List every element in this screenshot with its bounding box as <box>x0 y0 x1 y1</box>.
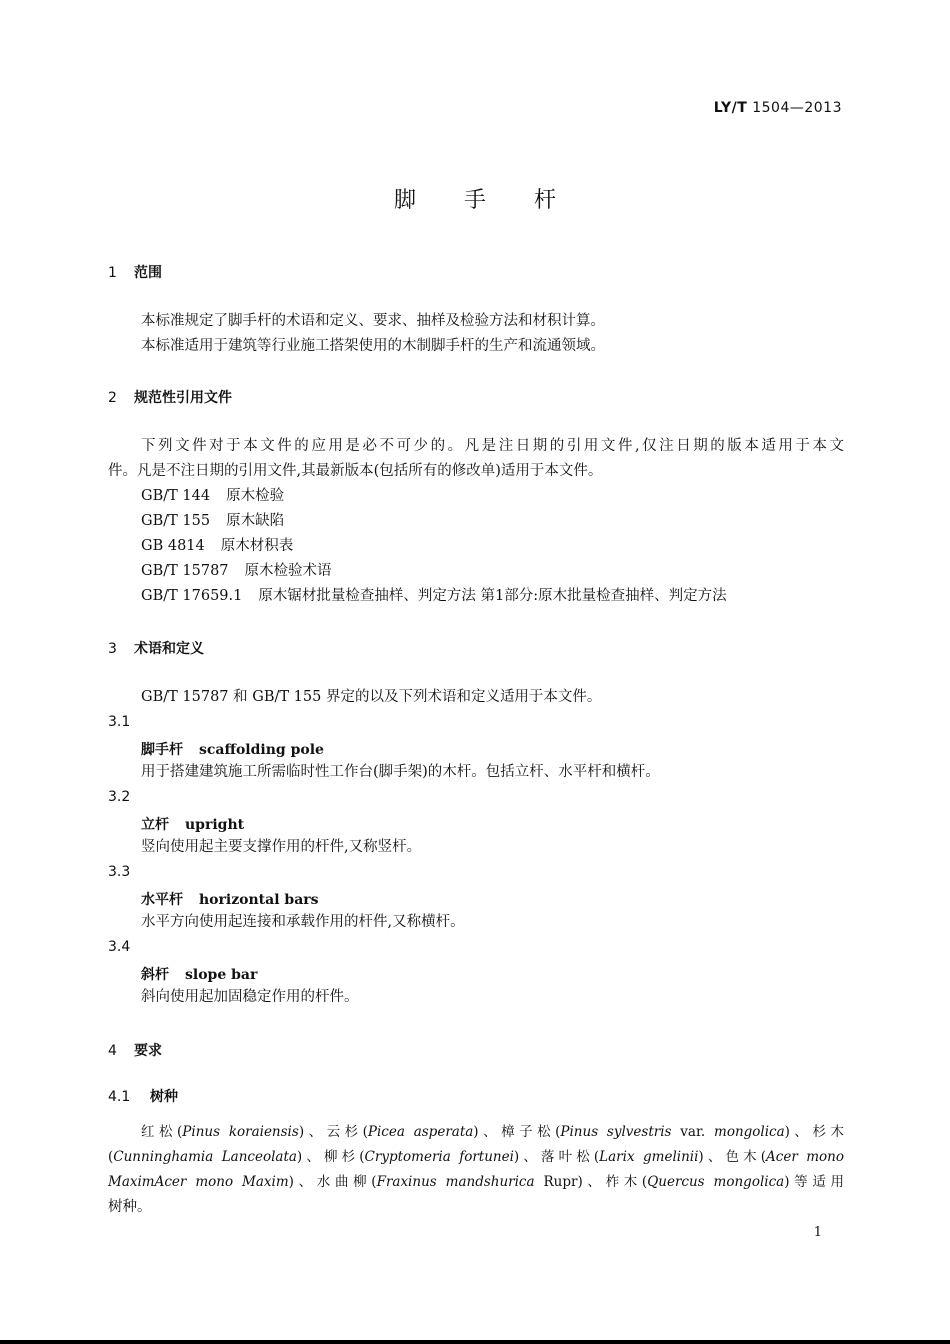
species-paragraph: MaximAcer mono Maxim)、水曲柳(Fraxinus mandshurica Rupr)、柞木(Quercus mongolica)等适用 <box>108 1174 844 1190</box>
section-2-heading: 2 规范性引用文件 <box>108 390 232 406</box>
reference-item: GB/T 155 原木缺陷 <box>141 513 285 529</box>
term-number: 3.1 <box>108 714 131 730</box>
term-definition: 用于搭建建筑施工所需临时性工作台(脚手架)的木杆。包括立杆、水平杆和横杆。 <box>141 764 660 780</box>
term-definition: 水平方向使用起连接和承载作用的杆件,又称横杆。 <box>141 914 465 930</box>
section-4-heading: 4 要求 <box>108 1043 162 1059</box>
reference-item: GB/T 17659.1 原木锯材批量检查抽样、判定方法 第1部分:原木批量检查抽样、判定方法 <box>141 588 727 604</box>
term-number: 3.4 <box>108 939 131 955</box>
page-bottom-border <box>0 1340 950 1344</box>
page-number: 1 <box>813 1225 822 1240</box>
subsection-4-1-heading: 4.1 树种 <box>108 1089 178 1105</box>
reference-item: GB/T 144 原木检验 <box>141 488 285 504</box>
species-paragraph: 树种。 <box>108 1199 152 1215</box>
term-heading: 水平杆 horizontal bars <box>141 892 319 908</box>
species-paragraph: 红松(Pinus koraiensis)、云杉(Picea asperata)、樟子松(Pinus sylvestris var. mongolica)、杉木 <box>141 1124 844 1140</box>
section-3-intro: GB/T 15787 和 GB/T 155 界定的以及下列术语和定义适用于本文件。 <box>141 689 602 705</box>
section-2-intro: 件。凡是不注日期的引用文件,其最新版本(包括所有的修改单)适用于本文件。 <box>108 463 603 479</box>
section-2-intro: 下列文件对于本文件的应用是必不可少的。凡是注日期的引用文件,仅注日期的版本适用于本文 <box>141 438 844 454</box>
term-number: 3.2 <box>108 789 131 805</box>
reference-item: GB/T 15787 原木检验术语 <box>141 563 332 579</box>
term-heading: 立杆 upright <box>141 817 245 833</box>
standard-code-number: 1504—2013 <box>752 100 842 116</box>
section-1-paragraph: 本标准规定了脚手杆的术语和定义、要求、抽样及检验方法和材积计算。 <box>141 313 605 329</box>
species-paragraph: (Cunninghamia Lanceolata)、柳杉(Cryptomeria fortunei)、落叶松(Larix gmelinii)、色木(Acer mono <box>108 1149 844 1165</box>
term-heading: 斜杆 slope bar <box>141 967 258 983</box>
term-number: 3.3 <box>108 864 131 880</box>
section-3-heading: 3 术语和定义 <box>108 641 204 657</box>
section-1-paragraph: 本标准适用于建筑等行业施工搭架使用的木制脚手杆的生产和流通领域。 <box>141 338 605 354</box>
term-heading: 脚手杆 scaffolding pole <box>141 742 324 758</box>
term-definition: 竖向使用起主要支撑作用的杆件,又称竖杆。 <box>141 839 422 855</box>
term-definition: 斜向使用起加固稳定作用的杆件。 <box>141 989 359 1005</box>
standard-code <box>714 100 842 116</box>
section-1-heading: 1 范围 <box>108 265 162 281</box>
document-title: 脚手杆 <box>393 188 604 213</box>
standard-code-prefix: LY/T <box>713 100 748 116</box>
reference-item: GB 4814 原木材积表 <box>141 538 294 554</box>
